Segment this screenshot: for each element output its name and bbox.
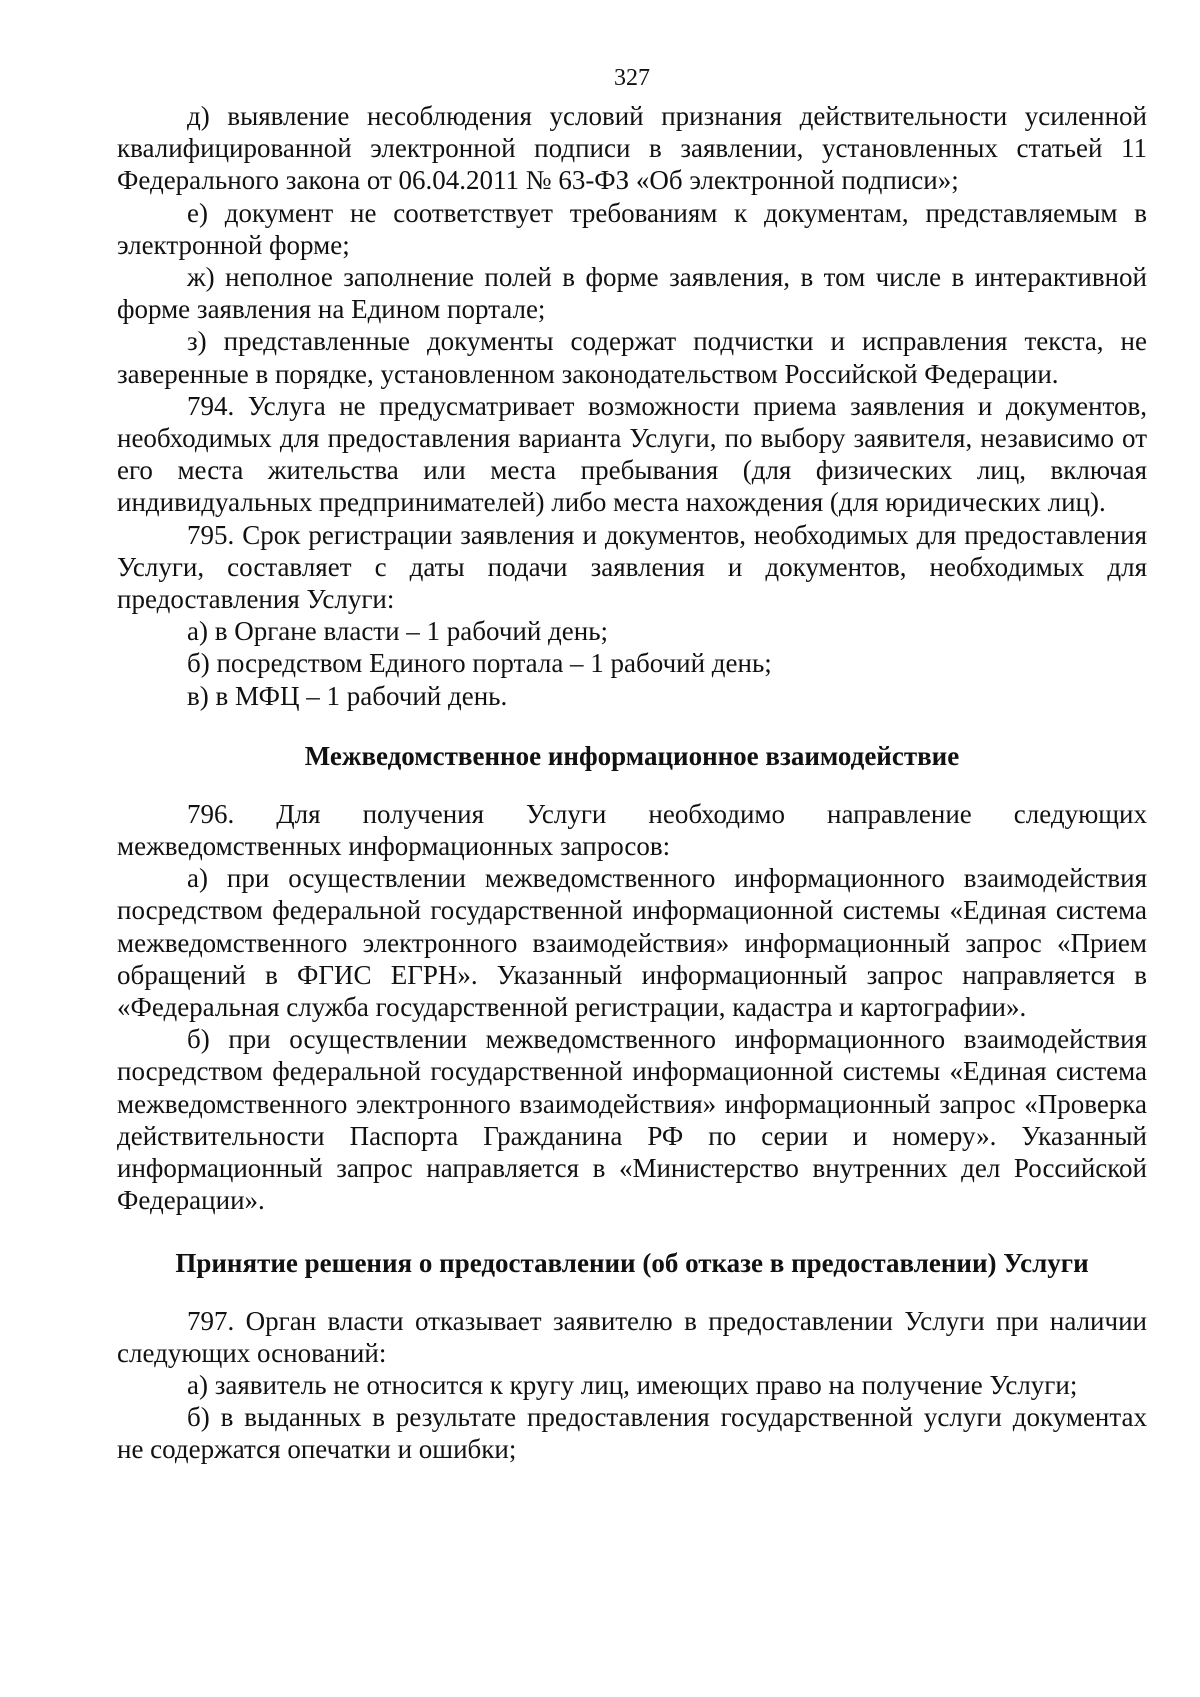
paragraph-z: з) представленные документы содержат подчистки и исправления текста, не заверенные в порядке, установленном законодательством Российской Федерации. [117, 326, 1147, 389]
paragraph-795-b: б) посредством Единого портала – 1 рабочий день; [187, 648, 772, 679]
paragraph-795-a: а) в Органе власти – 1 рабочий день; [187, 616, 609, 647]
paragraph-797-a: а) заявитель не относится к кругу лиц, имеющих право на получение Услуги; [187, 1369, 1078, 1400]
paragraph-e: е) документ не соответствует требованиям к документам, представляемым в электронной форме; [117, 197, 1147, 260]
document-page [117, 62, 1147, 1466]
paragraph-794: 794. Услуга не предусматривает возможности приема заявления и документов, необходимых для предоставления варианта Услуги, по выбору заявителя, независимо от его места жительства или места пребывания (для физических лиц, включая индивидуальных предпринимателей) либо места нахождения (для юридических лиц). [117, 390, 1147, 518]
section-heading-interagency: Межведомственное информационное взаимодействие [304, 740, 960, 771]
page-number: 327 [614, 65, 650, 91]
paragraph-797: 797. Орган власти отказывает заявителю в предоставлении Услуги при наличии следующих оснований: [117, 1305, 1147, 1368]
paragraph-797-b: б) в выданных в результате предоставления государственной услуги документах не содержатся опечатки и ошибки; [117, 1402, 1147, 1465]
paragraph-796-a: а) при осуществлении межведомственного информационного взаимодействия посредством федеральной государственной информационной системы «Единая система межведомственного электронного взаимодействия» информационный запрос «Прием обращений в ФГИС ЕГРН». Указанный информационный запрос направляется в «Федеральная служба государственной регистрации, кадастра и картографии». [117, 863, 1147, 1023]
paragraph-796-b: б) при осуществлении межведомственного информационного взаимодействия посредством федеральной государственной информационной системы «Единая система межведомственного электронного взаимодействия» информационный запрос «Проверка действительности Паспорта Гражданина РФ по серии и номеру». Указанный информационный запрос направляется в «Министерство внутренних дел Российской Федерации». [117, 1024, 1147, 1216]
paragraph-795-v: в) в МФЦ – 1 рабочий день. [187, 680, 508, 711]
paragraph-795: 795. Срок регистрации заявления и документов, необходимых для предоставления Услуги, составляет с даты подачи заявления и документов, необходимых для предоставления Услуги: [117, 519, 1147, 615]
paragraph-796: 796. Для получения Услуги необходимо направление следующих межведомственных информационных запросов: [117, 798, 1147, 862]
section-heading-decision: Принятие решения о предоставлении (об отказе в предоставлении) Услуги [175, 1247, 1089, 1278]
paragraph-d: д) выявление несоблюдения условий признания действительности усиленной квалифицированной электронной подписи в заявлении, установленных статьей 11 Федерального закона от 06.04.2011 № 63-ФЗ «Об электронной подписи»; [117, 101, 1147, 196]
paragraph-zh: ж) неполное заполнение полей в форме заявления, в том числе в интерактивной форме заявления на Едином портале; [117, 262, 1147, 325]
